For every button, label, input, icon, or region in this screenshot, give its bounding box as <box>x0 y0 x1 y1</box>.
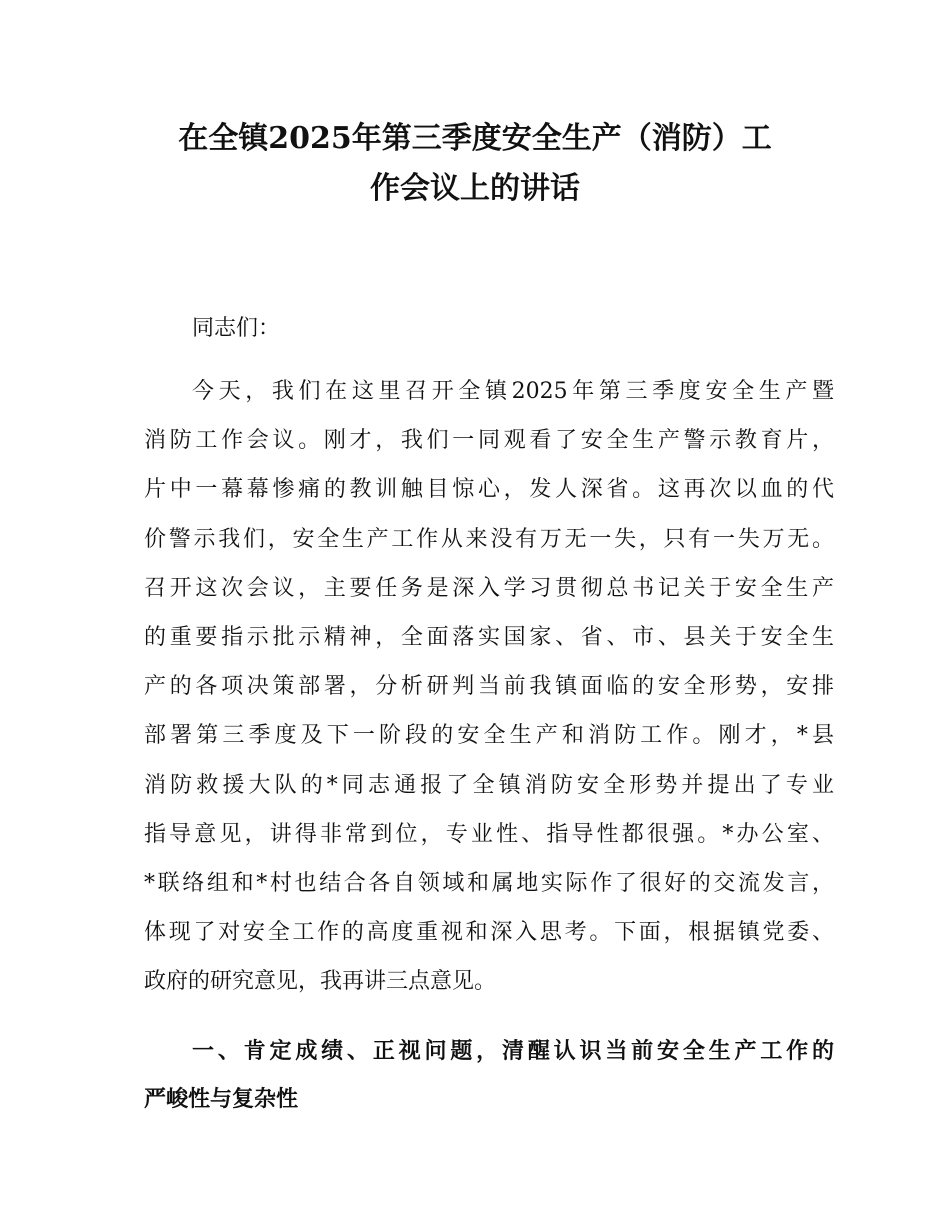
section-heading-line-2: 严峻性与复杂性 <box>144 1087 299 1112</box>
paragraph-line: 部署第三季度及下一阶段的安全生产和消防工作。刚才，*县 <box>144 723 834 749</box>
paragraph-line: 政府的研究意见，我再讲三点意见。 <box>144 969 497 995</box>
paragraph-line: 片中一幕幕惨痛的教训触目惊心，发人深省。这再次以血的代 <box>144 477 834 503</box>
intro-paragraph <box>144 367 834 1006</box>
paragraph-line: 召开这次会议，主要任务是深入学习贯彻总书记关于安全生产 <box>144 575 834 601</box>
section-heading <box>144 1028 834 1124</box>
paragraph-line: 体现了对安全工作的高度重视和深入思考。下面，根据镇党委、 <box>144 920 834 946</box>
salutation: 同志们： <box>192 316 281 341</box>
paragraph-line: 产的各项决策部署，分析研判当前我镇面临的安全形势，安排 <box>144 674 834 700</box>
paragraph-line: 今天，我们在这里召开全镇2025年第三季度安全生产暨 <box>192 379 834 404</box>
paragraph-line: 指导意见，讲得非常到位，专业性、指导性都很强。*办公室、 <box>144 821 834 847</box>
paragraph-line: 的重要指示批示精神，全面落实国家、省、市、县关于安全生 <box>144 624 834 650</box>
document-title-line-2: 作会议上的讲话 <box>370 171 580 206</box>
section-heading-line-1: 一、肯定成绩、正视问题，清醒认识当前安全生产工作的 <box>192 1039 834 1064</box>
document-title-line-1: 在全镇2025年第三季度安全生产（消防）工 <box>178 121 772 156</box>
paragraph-line: 消防工作会议。刚才，我们一同观看了安全生产警示教育片， <box>144 428 834 454</box>
paragraph-line: *联络组和*村也结合各自领域和属地实际作了很好的交流发言， <box>144 870 834 896</box>
paragraph-line: 价警示我们，安全生产工作从来没有万无一失，只有一失万无。 <box>144 526 834 552</box>
paragraph-line: 消防救援大队的*同志通报了全镇消防安全形势并提出了专业 <box>144 772 834 798</box>
